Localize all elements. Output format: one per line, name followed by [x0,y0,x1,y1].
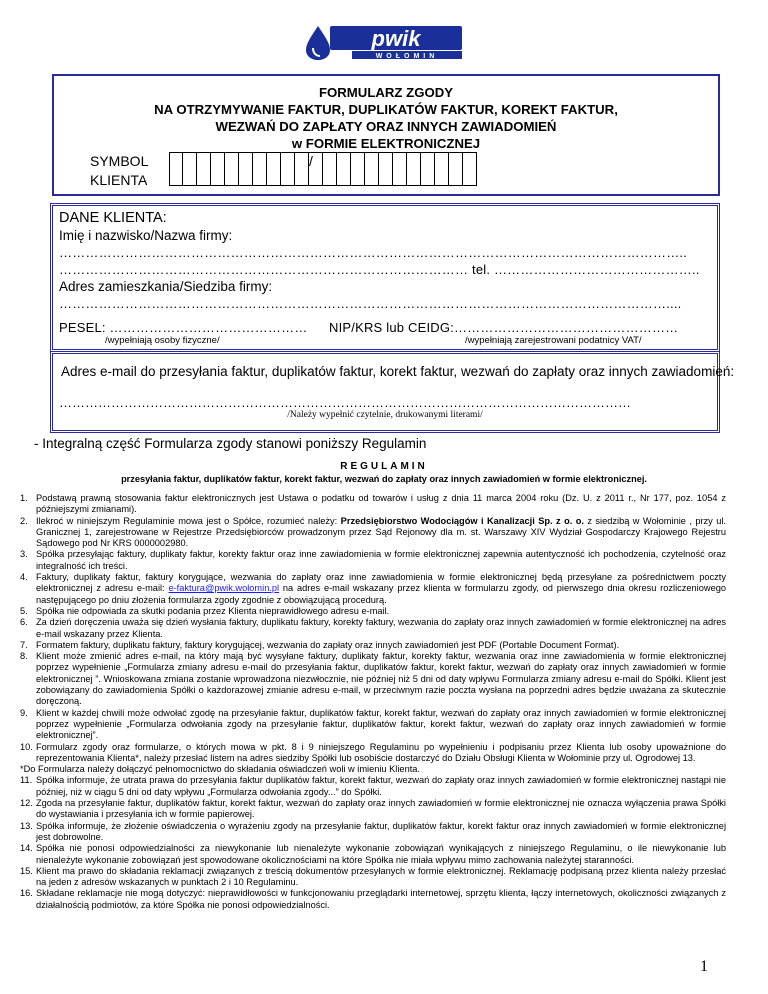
email-link[interactable]: e-faktura@pwik.wolomin.pl [168,583,280,594]
rule-item [20,888,726,911]
rule-text: Spółka nie ponosi odpowiedzialności za niewykonanie lub nienależyte wykonanie zobowiązań wynikających z niniejszego Regulaminu, o ile niewykonanie lub nienależyte wykonanie zobowiązań jest spowodowane okolicznościami na które Spółka nie miała wpływu mimo zachowania należytej staranności. [36,843,726,865]
rule-item [20,708,726,742]
rule-text: Spółka informuje, że utrata prawa do przesyłania faktur duplikatów faktur, korekt faktur, wezwań do zapłaty oraz innych zawiadomień w formie elektronicznej nastąpi nie później, niż w ciągu 5 dni od daty wpływu „Formularza odwołania zgody...” do Spółki. [36,775,726,797]
address-field[interactable]: ………………………………………………………………………………………………………………………….... [59,296,682,311]
symbol-cell[interactable] [435,152,449,186]
symbol-cell[interactable] [379,152,393,186]
title-line-2: NA OTRZYMYWANIE FAKTUR, DUPLIKATÓW FAKTUR, KOREKT FAKTUR, [154,102,618,117]
rule-text: Składane reklamacje nie mogą dotyczyć: nieprawidłowości w funkcjonowaniu przeglądarki internetowej, sprzętu klienta, łączy internetowych, okoliczności związanych z działalnością podmiotów, za które Spółka nie ponosi odpowiedzialności. [36,888,726,910]
logo-sub: WOŁOMIN [375,53,439,60]
rule-number: 2. [20,515,28,526]
rule-text: Spółka przesyłając faktury, duplikaty faktur, korekty faktur oraz inne zawiadomienia w formie elektronicznej zapewnia autentyczność ich pochodzenia, czytelność oraz integralność ich treści. [36,549,726,571]
name-field[interactable]: …………………………………………………………………………………………………………………………….. [59,245,688,260]
symbol-cell[interactable] [463,152,477,186]
title-line-1: FORMULARZ ZGODY [318,85,454,100]
logo-brand: pwik [371,26,421,51]
title-line-4: w FORMIE ELEKTRONICZNEJ [291,136,481,151]
company-name: Przedsiębiorstwo Wodociągów i Kanalizacji Sp. z o. o. [340,515,584,526]
rule-item [20,866,726,889]
title-line-3: WEZWAŃ DO ZAPŁATY ORAZ INNYCH ZAWIADOMIEŃ [215,119,557,134]
rule-text: Ilekroć w niniejszym Regulaminie mowa jest o Spółce, rozumieć należy: Przedsiębiorstwo Wodociągów i Kanalizacji Sp. z o. o. z siedzibą w Wołominie , przy ul. Granicznej 1, zarejestrowane w Rejestrze Przedsiębiorców prowadzonym przez Sąd Rejonowy dla m. st. Warszawy XIV Wydział Gospodarczy Krajowego Rejestru Sądowego pod Nr KRS 0000002980. [36,515,726,549]
address-label: Adres zamieszkania/Siedziba firmy: [59,279,273,294]
rule-item [20,651,726,707]
page-number: 1 [700,958,708,975]
rule-item [20,549,726,572]
rule-number: 8. [20,651,28,662]
email-box [50,351,735,433]
symbol-cell[interactable] [211,152,225,186]
symbol-separator: / [309,153,313,169]
rule-number: 11. [20,775,33,786]
client-data-box [50,203,720,352]
rule-item [20,572,726,606]
regulamin-title: REGULAMIN [340,461,428,472]
rule-item [20,775,726,798]
name-phone-field[interactable]: ………………………………………………………………………………… tel. ……………………………………….. [59,262,700,277]
email-note: /Należy wypełnić czytelnie, drukowanymi literami/ [287,410,483,420]
symbol-cell[interactable] [351,152,365,186]
rule-text: Podstawą prawną stosowania faktur elektronicznych jest Ustawa o podatku od towarów i usług z dnia 11 marca 2004 roku (Dz. U. z 2011 r., Nr 177, poz. 1054 z późniejszymi zmianami). [36,493,726,515]
rule-item [20,821,726,844]
rules-list [20,493,726,911]
email-label: Adres e-mail do przesyłania faktur, duplikatów faktur, korekt faktur, wezwań do zapłaty oraz innych zawiadomień: [61,364,735,379]
rule-text: Spółka nie odpowiada za skutki podania przez Klienta nieprawidłowego adresu e-mail. [36,605,390,616]
symbol-cell[interactable] [225,152,239,186]
client-symbol-grid[interactable] [169,152,477,186]
rule-footnote [20,764,726,775]
rule-number: 7. [20,639,28,650]
rule-item [20,516,726,550]
rule-text: Klient może zmienić adres e-mail, na który mają być wysyłane faktury, duplikaty faktur, korekty faktur, wezwania oraz inne zawiadomienia w formie elektronicznej poprzez wypełnienie „Formularza zmiany adresu e-mail do przesyłania faktur, duplikatów faktur, korekt faktur, wezwań do zapłaty oraz innych zawiadomień w formie elektronicznej ”. Wnioskowana zmiana zostanie wprowadzona niezwłocznie, nie później niż 5 dni od daty wpływu Formularza zmiany adresu e-mail do Spółki. Klient jest zobowiązany do zawiadomienia Spółki o każdorazowej zmianie adresu e-mail, w przeciwnym razie poczta wysłana na poprzedni adres będzie uważana za skutecznie doręczoną. [36,651,726,707]
symbol-cell[interactable] [281,152,295,186]
name-label: Imię i nazwisko/Nazwa firmy: [59,228,233,243]
rule-number: 10. [20,741,33,752]
rule-number: 15. [20,865,33,876]
integral-note: - Integralną część Formularza zgody stanowi poniższy Regulamin [34,436,427,451]
rule-text: Zgoda na przesyłanie faktur, duplikatów faktur, korekt faktur, wezwań do zapłaty oraz innych zawiadomień w formie elektronicznej nie oznacza wyłączenia prawa Spółki do wystawiania i przesyłania ich w formie papierowej. [36,798,726,820]
rule-item [20,606,726,617]
symbol-cell[interactable] [295,152,309,186]
form-title [54,84,718,152]
rule-text: Za dzień doręczenia uważa się dzień wysłania faktury, duplikatu faktury, korekty faktury, wezwania do zapłaty oraz innych zawiadomień w formie elektronicznej na adres e-mail wskazany przez Klienta. [36,617,726,639]
rule-number: 12. [20,798,33,809]
symbol-cell[interactable] [239,152,253,186]
pesel-field[interactable]: PESEL: ……………………………………… [59,320,308,335]
symbol-cell[interactable] [337,152,351,186]
rule-number: 4. [20,572,28,583]
rule-number: 1. [20,493,28,503]
rule-text: *Do Formularza należy dołączyć pełnomocnictwo do składania oświadczeń woli w imieniu Klienta. [20,764,420,775]
rule-text: Spółka informuje, że złożenie oświadczenia o wyrażeniu zgody na przesyłanie faktur, duplikatów faktur, korekt faktur oraz innych zawiadomień w formie elektronicznej jest dobrowolne. [36,820,726,842]
rule-item [20,640,726,651]
symbol-cell[interactable] [393,152,407,186]
rule-number: 14. [20,843,33,854]
symbol-cell[interactable] [407,152,421,186]
regulamin-subtitle: przesyłania faktur, duplikatów faktur, korekt faktur, wezwań do zapłaty oraz innych zawiadomień w formie elektronicznej. [121,474,647,484]
email-field[interactable]: …………………………………………………………………………………………………………………… [59,395,631,410]
symbol-cell[interactable] [449,152,463,186]
nip-field[interactable]: NIP/KRS lub CEIDG:…………………………………………… [329,320,679,335]
rule-text: Klient w każdej chwili może odwołać zgodę na przesyłanie faktur, duplikatów faktur, korekt faktur, wezwań do zapłaty oraz innych zawiadomień w formie elektronicznej poprzez wypełnienie „Formularza odwołania zgody na przesyłanie faktur, duplikatów faktur, korekt faktur, wezwań do zapłaty oraz innych zawiadomień w formie elektronicznej”. [36,707,726,741]
symbol-cell[interactable] [169,152,183,186]
symbol-label [90,152,148,190]
symbol-label-1: SYMBOL [90,153,149,169]
rule-item [20,798,726,821]
symbol-cell[interactable] [267,152,281,186]
symbol-cell[interactable] [421,152,435,186]
client-header: DANE KLIENTA: [59,210,167,226]
rule-number: 9. [20,707,28,718]
rule-item [20,617,726,640]
rule-text: Formatem faktury, duplikatu faktury, faktury korygującej, wezwania do zapłaty oraz innych zawiadomień jest PDF (Portable Document Format). [36,639,620,650]
pesel-note: /wypełniają osoby fizyczne/ [105,335,220,346]
rule-number: 6. [20,617,28,628]
rule-item [20,493,726,516]
symbol-cell[interactable] [365,152,379,186]
rule-text: Klient ma prawo do składania reklamacji związanych z treścią dokumentów przesyłanych w formie elektronicznej. Reklamację podpisaną przez klienta należy przesłać na jeden z adresów wskazanych w punktach 2 i 10 Regulaminu. [36,865,726,888]
nip-note: /wypełniają zarejestrowani podatnicy VAT/ [465,335,642,346]
rule-item [20,843,726,866]
rule-number: 3. [20,549,28,560]
rule-text: Formularz zgody oraz formularze, o których mowa w pkt. 8 i 9 niniejszego Regulaminu po wypełnieniu i podpisaniu przez Klienta lub osoby upoważnione do reprezentowania Klienta*, należy przesłać listem na adres siedziby Spółki lub osobiście dostarczyć do Działu Obsługi Klienta w Wołominie przy ul. Ogrodowej 13. [36,741,726,763]
rule-number: 13. [20,820,33,831]
symbol-cell[interactable] [183,152,197,186]
rule-text: Faktury, duplikaty faktur, faktury korygujące, wezwania do zapłaty oraz inne zawiadomienia w formie elektronicznej będą przesyłane za pośrednictwem poczty elektronicznej z adresu e-mail: e-faktura@pwik.wolomin.pl na adres e-mail wskazany przez klienta w formularzu zgody, od pierwszego dnia okresu rozliczeniowego następującego po dniu złożenia formularza zgody zgodnie z obowiązującą procedurą. [36,572,726,605]
pwik-logo [300,22,468,62]
symbol-cell[interactable] [253,152,267,186]
title-box [52,74,720,196]
rule-number: 5. [20,605,28,616]
symbol-cell[interactable] [323,152,337,186]
symbol-label-2: KLIENTA [90,172,148,188]
rule-item [20,742,726,765]
rule-number: 16. [20,888,33,899]
water-drop-icon [306,26,330,60]
symbol-cell[interactable] [197,152,211,186]
